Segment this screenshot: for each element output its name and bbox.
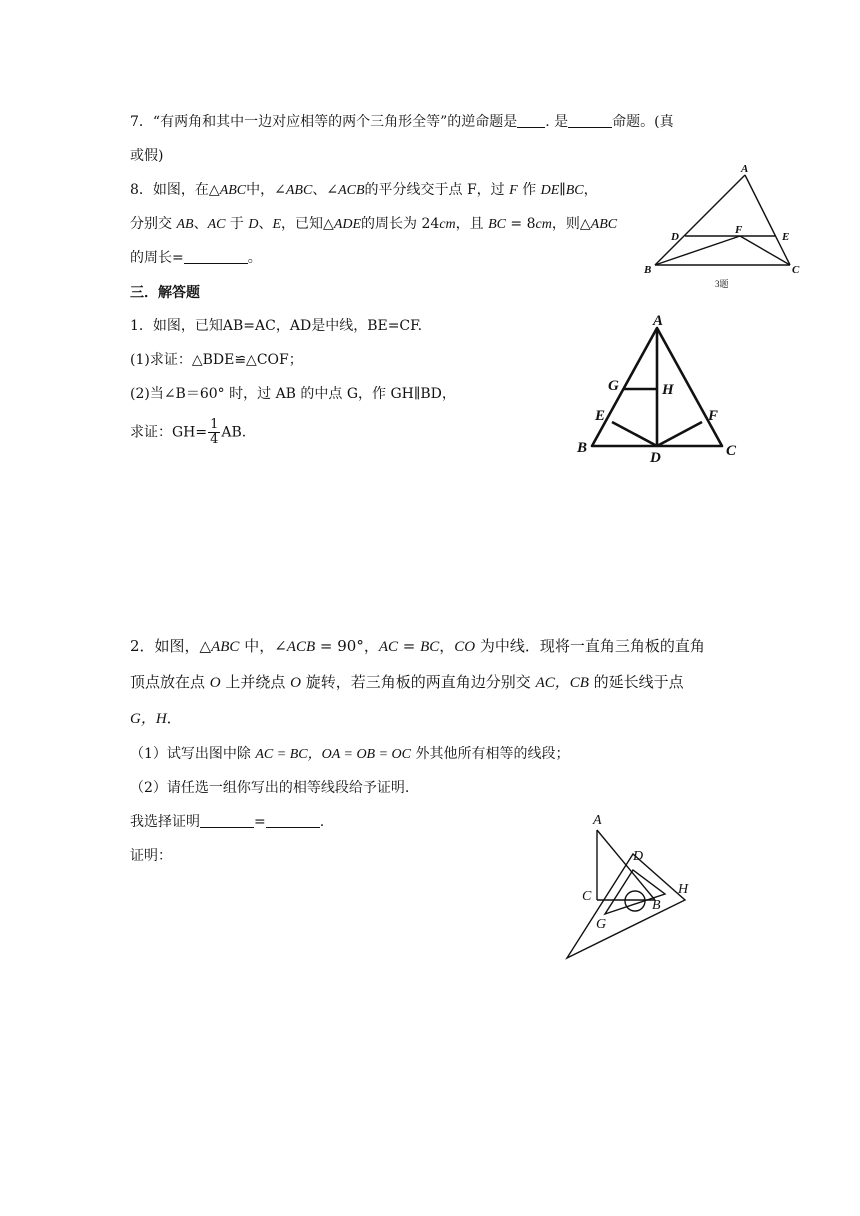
q8-v1: 的周长= <box>130 250 184 266</box>
q8-label-d: D <box>671 231 679 243</box>
q8-t3: 中，∠ <box>246 182 286 198</box>
p2-d3: 外其他所有相等的线段； <box>411 746 570 762</box>
p2-b7: 的延长线于点 <box>588 673 684 691</box>
q8-t1: 8．如图，在△ <box>130 182 220 198</box>
p2-line2 <box>130 672 684 693</box>
q8-label-c: C <box>792 264 800 276</box>
q8-label-b: B <box>644 264 652 276</box>
q8-caption: 3题 <box>715 279 729 289</box>
p2-a10: CO <box>454 639 476 655</box>
p1-l4-a: 求证：GH= <box>130 424 208 441</box>
p2-line3 <box>130 708 182 729</box>
p2-e3: . <box>319 814 325 830</box>
q8-seg-ab <box>655 175 745 265</box>
q8-t2: ABC <box>219 183 247 198</box>
p2-a11: 为中线．现将一直角三角板的直角 <box>475 637 705 655</box>
q8-line3 <box>130 248 262 268</box>
q8-u18: ABC <box>590 217 618 232</box>
q8-u12: cm <box>439 217 456 232</box>
p2-c2: ． <box>166 709 182 727</box>
p1-label-a: A <box>653 313 664 329</box>
q7-line2: 或假) <box>130 148 164 164</box>
p1-label-b: B <box>577 440 588 456</box>
p1-label-d: D <box>650 450 661 466</box>
q8-t10: DE∥BC <box>540 183 584 198</box>
q8-t9: 作 <box>517 182 541 198</box>
q8-u16: cm <box>535 217 552 232</box>
q7-line1 <box>130 112 674 132</box>
q7-text-b: . 是 <box>545 114 569 130</box>
p2-line7: 证明： <box>130 848 172 864</box>
p2-b3: 上并绕点 <box>220 673 291 691</box>
q8-label-a: A <box>741 163 749 175</box>
p2-a1: 2．如图，△ <box>130 637 212 655</box>
p2-a2: ABC <box>211 639 240 655</box>
p2-a9: ， <box>439 637 455 655</box>
q7-blank-2[interactable] <box>568 113 612 128</box>
p1-line1: 1．如图，已知AB=AC，AD是中线，BE=CF. <box>130 318 423 334</box>
p2-a6: AC <box>378 639 398 655</box>
p1-l4-b: AB. <box>221 424 247 441</box>
q7-text-a: 7．“有两角和其中一边对应相等的两个三角形全等”的逆命题是 <box>130 114 518 130</box>
q8-t11: ， <box>583 182 598 198</box>
q8-t6: ACB <box>338 183 365 198</box>
q8-label-f: F <box>735 224 743 236</box>
p1-label-g: G <box>608 378 619 394</box>
q8-figure <box>640 160 810 289</box>
p2-b1: 顶点放在点 <box>130 673 210 691</box>
p2-line6 <box>130 812 324 832</box>
p2-line1 <box>130 636 705 657</box>
p1-seg-ed <box>612 422 657 446</box>
p2-figure <box>555 810 705 965</box>
q8-t7: 的平分线交于点 F，过 <box>364 182 510 198</box>
fraction-denominator: 4 <box>210 432 219 447</box>
q8-u15: = 8 <box>505 216 536 232</box>
p2-a8: BC <box>420 639 440 655</box>
p2-a7: = <box>398 637 421 655</box>
q8-u5: 于 <box>225 216 249 232</box>
p2-answer-blank-1[interactable] <box>200 813 254 828</box>
p1-label-f: F <box>708 408 719 424</box>
p2-label-g: G <box>596 917 607 932</box>
p2-a5: = 90°， <box>315 637 379 655</box>
q8-u10: ADE <box>333 217 362 232</box>
q8-t4: ABC <box>285 183 313 198</box>
fraction-one-quarter <box>208 418 220 447</box>
q8-label-e: E <box>782 231 790 243</box>
p1-line2: (1)求证：△BDE≌△COF； <box>130 352 303 368</box>
p2-label-h: H <box>678 882 689 897</box>
p2-answer-blank-2[interactable] <box>266 813 320 828</box>
p2-label-b: B <box>652 898 661 913</box>
p1-line3: (2)当∠B＝60° 时，过 AB 的中点 G，作 GH∥BD， <box>130 386 456 402</box>
q8-u14: BC <box>488 217 506 232</box>
q8-u3: 、 <box>193 216 208 232</box>
p1-figure <box>570 310 750 465</box>
section-title: 三．解答题 <box>130 285 200 301</box>
p2-e2: = <box>254 814 266 830</box>
p1-line4 <box>130 418 246 447</box>
q8-u8: E <box>272 217 282 232</box>
p2-a4: ACB <box>286 639 316 655</box>
p2-line5: （2）请任选一组你写出的相等线段给予证明. <box>130 780 410 796</box>
p2-c1: G，H <box>130 711 167 727</box>
p1-label-c: C <box>726 443 737 459</box>
p2-d2: AC = BC，OA = OB = OC <box>255 747 411 762</box>
p2-b5: 旋转，若三角板的两直角边分别交 <box>301 673 536 691</box>
q8-u9: ，已知△ <box>281 216 334 232</box>
p2-label-a: A <box>593 813 602 828</box>
p2-label-d: D <box>633 849 644 864</box>
p1-label-h: H <box>662 382 674 398</box>
q8-line2 <box>130 214 617 235</box>
q8-t8: F <box>509 183 518 198</box>
fraction-numerator: 1 <box>210 417 219 432</box>
q8-u7: 、 <box>258 216 273 232</box>
p2-e1: 我选择证明 <box>130 814 200 830</box>
q8-answer-blank[interactable] <box>184 249 248 264</box>
q7-blank-1[interactable] <box>517 113 545 128</box>
p2-b2: O <box>209 675 221 691</box>
p2-a3: 中，∠ <box>239 637 287 655</box>
p2-b6: AC，CB <box>535 675 589 691</box>
q8-v2: 。 <box>247 250 262 266</box>
q8-u13: ，且 <box>455 216 489 232</box>
q8-seg-bf <box>655 236 740 265</box>
q8-u2: AB <box>176 217 194 232</box>
q8-u4: AC <box>207 217 226 232</box>
p2-b4: O <box>290 675 302 691</box>
q8-u17: ，则△ <box>551 216 591 232</box>
q8-u11: 的周长为 24 <box>361 216 440 232</box>
p2-line4 <box>130 744 569 765</box>
p2-label-c: C <box>582 889 592 904</box>
q8-line1 <box>130 180 598 201</box>
q8-u6: D <box>248 217 259 232</box>
p1-label-e: E <box>595 408 606 424</box>
p1-seg-fd <box>657 422 702 446</box>
p2-d1: （1）试写出图中除 <box>130 746 256 762</box>
q8-t5: 、∠ <box>312 182 339 198</box>
q8-u1: 分别交 <box>130 216 177 232</box>
q7-text-c: 命题。(真 <box>612 114 674 130</box>
